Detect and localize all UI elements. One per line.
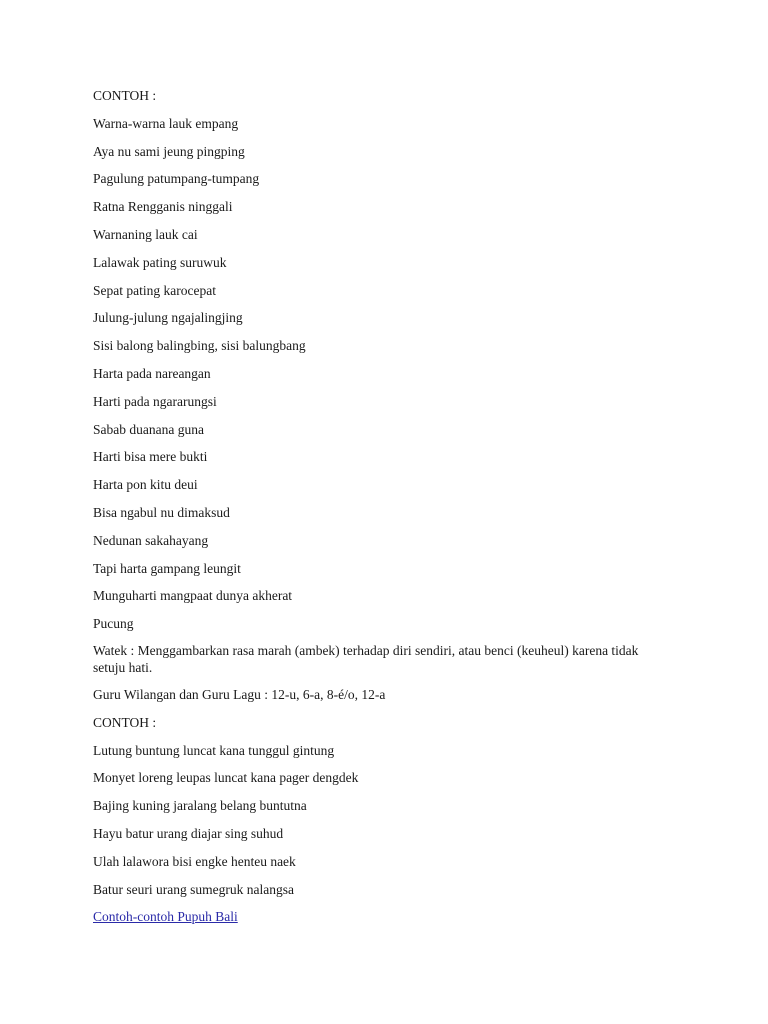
poem-line: Batur seuri urang sumegruk nalangsa: [93, 881, 294, 897]
section-heading: CONTOH :: [93, 88, 157, 103]
poem-stanza-2: [93, 741, 673, 908]
pupuh-title: Pucung: [93, 616, 134, 632]
poem-line: Harti bisa mere bukti: [93, 449, 208, 465]
pupuh-bali-link[interactable]: Contoh-contoh Pupuh Bali: [93, 909, 238, 925]
poem-line: Sisi balong balingbing, sisi balungbang: [93, 338, 306, 354]
document-body: [93, 86, 673, 935]
poem-line: Lutung buntung luncat kana tunggul gintung: [93, 742, 335, 758]
guru-wilangan: Guru Wilangan dan Guru Lagu : 12-u, 6-a, 8-é/o, 12-a: [93, 686, 386, 702]
poem-line: Ulah lalawora bisi engke henteu naek: [93, 853, 296, 869]
poem-line: Harti pada ngararungsi: [93, 393, 217, 409]
poem-line: Warna-warna lauk empang: [93, 115, 239, 131]
poem-line: Lalawak pating suruwuk: [93, 254, 227, 270]
poem-line: Bisa ngabul nu dimaksud: [93, 504, 230, 520]
poem-line: Pagulung patumpang-tumpang: [93, 171, 260, 187]
section-heading: CONTOH :: [93, 714, 157, 730]
poem-line: Hayu batur urang diajar sing suhud: [93, 825, 284, 841]
poem-line: Bajing kuning jaralang belang buntutna: [93, 798, 307, 814]
poem-line: Julung-julung ngajalingjing: [93, 310, 243, 326]
poem-line: Ratna Rengganis ninggali: [93, 199, 233, 215]
poem-line: Sepat pating karocepat: [93, 282, 216, 298]
poem-line: Nedunan sakahayang: [93, 532, 209, 548]
poem-line: Tapi harta gampang leungit: [93, 560, 241, 576]
poem-line: Harta pada nareangan: [93, 365, 211, 381]
poem-line: Sabab duanana guna: [93, 421, 204, 437]
watek-description: Watek : Menggambarkan rasa marah (ambek) terhadap diri sendiri, atau benci (keuheul) karena tidak setuju hati.: [93, 642, 639, 675]
poem-line: Munguharti mangpaat dunya akherat: [93, 588, 293, 604]
poem-stanza-1: [93, 114, 673, 614]
poem-line: Monyet loreng leupas luncat kana pager dengdek: [93, 770, 359, 786]
poem-line: Warnaning lauk cai: [93, 226, 198, 242]
poem-line: Aya nu sami jeung pingping: [93, 143, 245, 159]
poem-line: Harta pon kitu deui: [93, 477, 198, 493]
